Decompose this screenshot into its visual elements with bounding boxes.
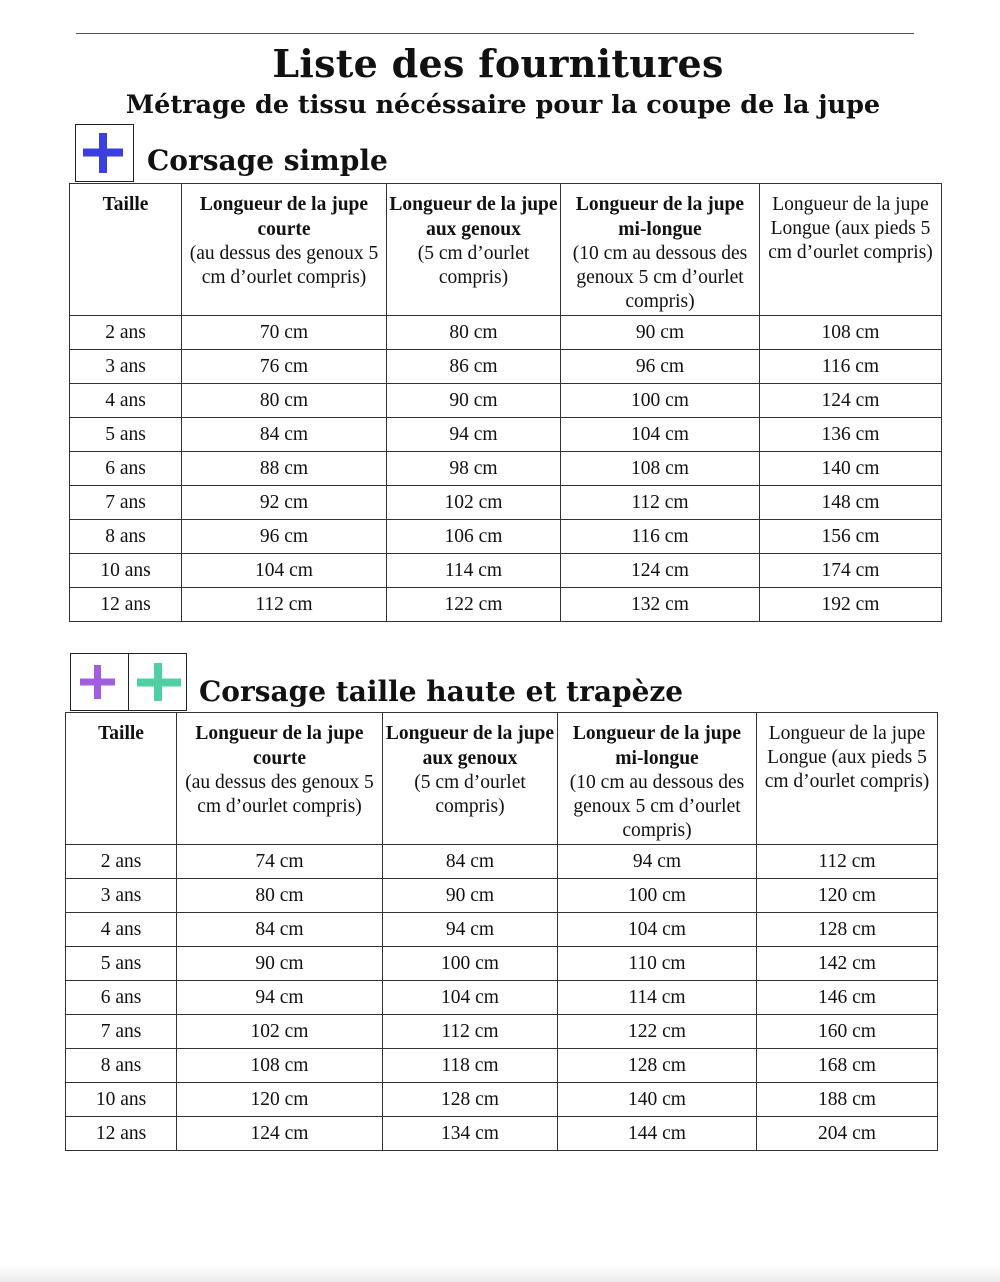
length-cell: 160 cm — [757, 1015, 938, 1049]
column-header — [387, 184, 561, 316]
length-cell: 120 cm — [177, 1083, 383, 1117]
header-row — [66, 713, 938, 845]
length-cell: 124 cm — [760, 384, 942, 418]
plus-horizontal-bar — [137, 679, 181, 687]
column-header — [70, 184, 182, 316]
table-row — [70, 554, 942, 588]
size-cell: 10 ans — [66, 1083, 177, 1117]
bottom-edge — [0, 1266, 1000, 1282]
length-cell: 124 cm — [561, 554, 760, 588]
size-cell: 4 ans — [66, 913, 177, 947]
length-cell: 70 cm — [182, 316, 387, 350]
length-cell: 188 cm — [757, 1083, 938, 1117]
length-cell: 94 cm — [177, 981, 383, 1015]
table-row — [70, 452, 942, 486]
length-cell: 96 cm — [182, 520, 387, 554]
fabric-table-corsage-simple — [69, 183, 942, 622]
length-cell: 90 cm — [383, 879, 558, 913]
length-cell: 108 cm — [561, 452, 760, 486]
length-cell: 90 cm — [177, 947, 383, 981]
table-row — [66, 1083, 938, 1117]
length-cell: 88 cm — [182, 452, 387, 486]
size-cell: 3 ans — [70, 350, 182, 384]
length-cell: 134 cm — [383, 1117, 558, 1151]
top-divider — [76, 33, 914, 34]
length-cell: 94 cm — [387, 418, 561, 452]
length-cell: 102 cm — [387, 486, 561, 520]
length-cell: 122 cm — [387, 588, 561, 622]
length-cell: 100 cm — [558, 879, 757, 913]
length-cell: 102 cm — [177, 1015, 383, 1049]
length-cell: 80 cm — [182, 384, 387, 418]
length-cell: 146 cm — [757, 981, 938, 1015]
length-cell: 104 cm — [558, 913, 757, 947]
size-cell: 4 ans — [70, 384, 182, 418]
length-cell: 156 cm — [760, 520, 942, 554]
length-cell: 96 cm — [561, 350, 760, 384]
column-header-title: Longueur de la jupe mi-longue — [575, 194, 745, 240]
table-row — [66, 981, 938, 1015]
green-plus-icon — [128, 653, 187, 711]
fabric-table-corsage-taille-haute — [65, 712, 938, 1151]
length-cell: 128 cm — [757, 913, 938, 947]
length-cell: 80 cm — [387, 316, 561, 350]
column-header — [182, 184, 387, 316]
table-row — [70, 520, 942, 554]
size-cell: 12 ans — [70, 588, 182, 622]
column-header-title: Taille — [102, 194, 149, 215]
length-cell: 108 cm — [177, 1049, 383, 1083]
length-cell: 118 cm — [383, 1049, 558, 1083]
table-row — [70, 486, 942, 520]
length-cell: 108 cm — [760, 316, 942, 350]
table-row — [66, 879, 938, 913]
table-row — [66, 1117, 938, 1151]
length-cell: 104 cm — [182, 554, 387, 588]
length-cell: 112 cm — [383, 1015, 558, 1049]
column-header — [561, 184, 760, 316]
length-cell: 104 cm — [383, 981, 558, 1015]
table-row — [66, 1015, 938, 1049]
length-cell: 100 cm — [383, 947, 558, 981]
length-cell: 98 cm — [387, 452, 561, 486]
table-row — [70, 418, 942, 452]
length-cell: 84 cm — [177, 913, 383, 947]
page-title: Liste des fournitures — [272, 41, 724, 86]
length-cell: 116 cm — [760, 350, 942, 384]
column-header-note: (5 cm d’ourlet compris) — [414, 772, 526, 817]
column-header-title: Longueur de la jupe courte — [199, 194, 369, 240]
length-cell: 114 cm — [558, 981, 757, 1015]
plus-horizontal-bar — [83, 149, 123, 157]
table-row — [66, 1049, 938, 1083]
length-cell: 106 cm — [387, 520, 561, 554]
column-header-title: Longueur de la jupe mi-longue — [572, 723, 742, 769]
section-title-corsage-taille-haute: Corsage taille haute et trapèze — [199, 675, 684, 708]
column-header — [757, 713, 938, 845]
length-cell: 204 cm — [757, 1117, 938, 1151]
length-cell: 122 cm — [558, 1015, 757, 1049]
length-cell: 84 cm — [383, 845, 558, 879]
length-cell: 120 cm — [757, 879, 938, 913]
page-subtitle: Métrage de tissu nécéssaire pour la coupe de la jupe — [125, 90, 881, 120]
length-cell: 90 cm — [561, 316, 760, 350]
size-cell: 5 ans — [66, 947, 177, 981]
length-cell: 110 cm — [558, 947, 757, 981]
table-row — [70, 588, 942, 622]
column-header — [558, 713, 757, 845]
size-cell: 7 ans — [70, 486, 182, 520]
size-cell: 10 ans — [70, 554, 182, 588]
length-cell: 144 cm — [558, 1117, 757, 1151]
length-cell: 174 cm — [760, 554, 942, 588]
table-row — [66, 845, 938, 879]
length-cell: 100 cm — [561, 384, 760, 418]
length-cell: 112 cm — [757, 845, 938, 879]
plus-horizontal-bar — [80, 679, 115, 686]
size-cell: 8 ans — [66, 1049, 177, 1083]
length-cell: 116 cm — [561, 520, 760, 554]
size-cell: 6 ans — [66, 981, 177, 1015]
table-row — [70, 350, 942, 384]
column-header — [66, 713, 177, 845]
column-header-note: (10 cm au dessous des genoux 5 cm d’ourlet compris) — [569, 772, 745, 841]
length-cell: 140 cm — [760, 452, 942, 486]
column-header — [177, 713, 383, 845]
column-header-note: (au dessus des genoux 5 cm d’ourlet compris) — [185, 772, 374, 817]
size-cell: 7 ans — [66, 1015, 177, 1049]
size-cell: 3 ans — [66, 879, 177, 913]
length-cell: 136 cm — [760, 418, 942, 452]
table-row — [66, 913, 938, 947]
length-cell: 142 cm — [757, 947, 938, 981]
length-cell: 104 cm — [561, 418, 760, 452]
column-header — [760, 184, 942, 316]
length-cell: 114 cm — [387, 554, 561, 588]
size-cell: 5 ans — [70, 418, 182, 452]
blue-plus-icon — [75, 124, 134, 182]
table-row — [70, 384, 942, 418]
column-header-note: (5 cm d’ourlet compris) — [417, 243, 530, 288]
length-cell: 94 cm — [558, 845, 757, 879]
column-header-title: Longueur de la jupe aux genoux — [385, 723, 555, 769]
length-cell: 168 cm — [757, 1049, 938, 1083]
size-cell: 2 ans — [66, 845, 177, 879]
length-cell: 84 cm — [182, 418, 387, 452]
length-cell: 94 cm — [383, 913, 558, 947]
column-header-note: (10 cm au dessous des genoux 5 cm d’ourlet compris) — [572, 243, 748, 312]
length-cell: 80 cm — [177, 879, 383, 913]
length-cell: 74 cm — [177, 845, 383, 879]
length-cell: 86 cm — [387, 350, 561, 384]
size-cell: 12 ans — [66, 1117, 177, 1151]
table-row — [70, 316, 942, 350]
column-header — [383, 713, 558, 845]
length-cell: 140 cm — [558, 1083, 757, 1117]
column-header-note: Longueur de la jupe Longue (aux pieds 5 cm d’ourlet compris) — [764, 723, 930, 792]
column-header-title: Taille — [98, 723, 144, 744]
length-cell: 112 cm — [561, 486, 760, 520]
size-cell: 2 ans — [70, 316, 182, 350]
section-title-corsage-simple: Corsage simple — [147, 144, 388, 177]
column-header-note: (au dessus des genoux 5 cm d’ourlet compris) — [189, 243, 379, 288]
length-cell: 128 cm — [383, 1083, 558, 1117]
length-cell: 128 cm — [558, 1049, 757, 1083]
length-cell: 124 cm — [177, 1117, 383, 1151]
size-cell: 6 ans — [70, 452, 182, 486]
length-cell: 192 cm — [760, 588, 942, 622]
length-cell: 92 cm — [182, 486, 387, 520]
length-cell: 76 cm — [182, 350, 387, 384]
column-header-title: Longueur de la jupe courte — [195, 723, 364, 769]
length-cell: 90 cm — [387, 384, 561, 418]
size-cell: 8 ans — [70, 520, 182, 554]
length-cell: 132 cm — [561, 588, 760, 622]
length-cell: 148 cm — [760, 486, 942, 520]
length-cell: 112 cm — [182, 588, 387, 622]
purple-plus-icon — [70, 653, 129, 711]
header-row — [70, 184, 942, 316]
column-header-title: Longueur de la jupe aux genoux — [389, 194, 558, 240]
column-header-note: Longueur de la jupe Longue (aux pieds 5 cm d’ourlet compris) — [768, 194, 933, 263]
table-row — [66, 947, 938, 981]
